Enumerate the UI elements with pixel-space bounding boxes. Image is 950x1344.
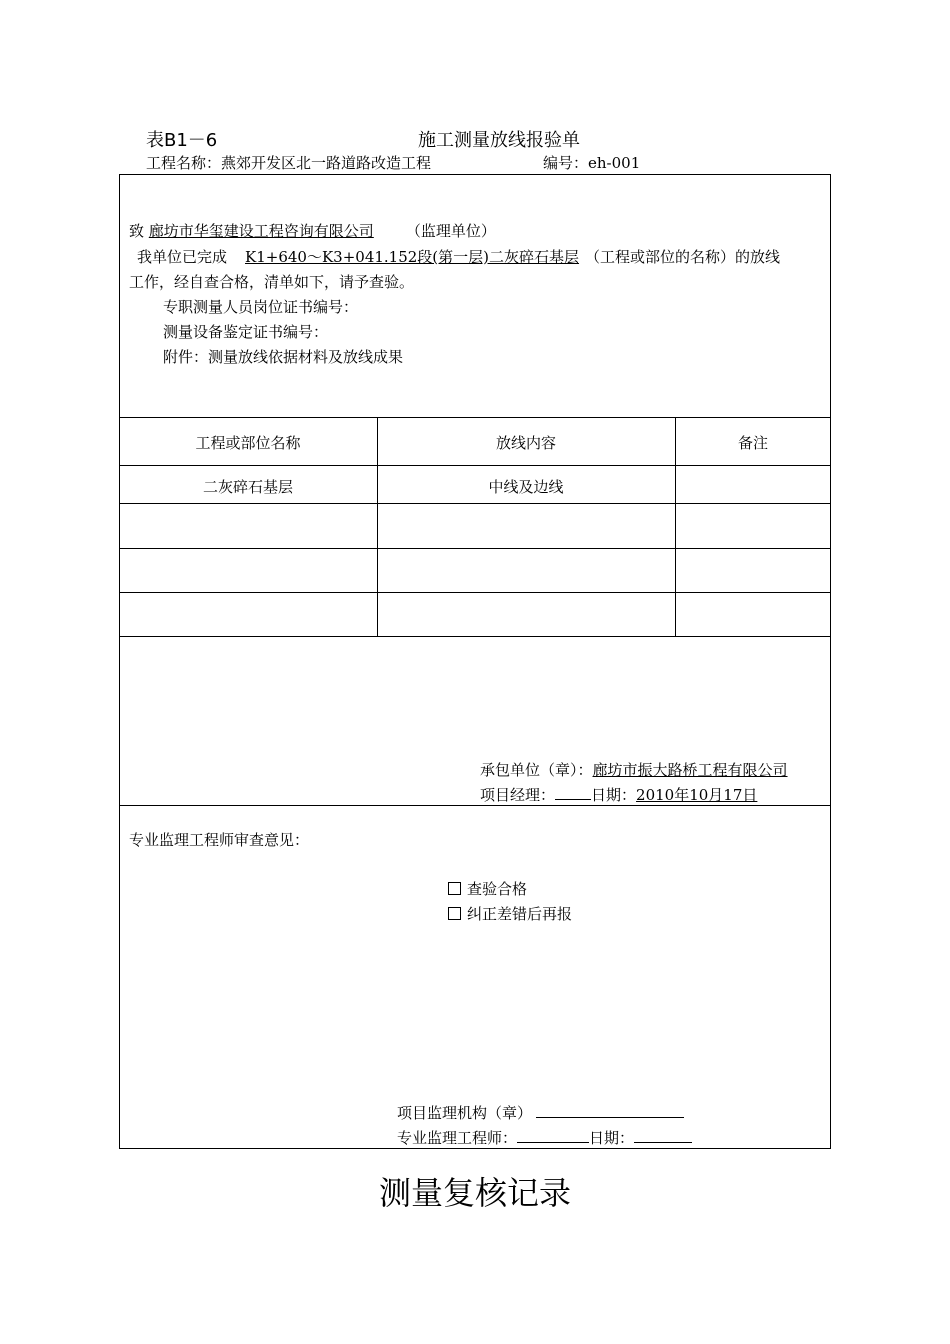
letter-work-line <box>137 246 780 267</box>
supervisor-suffix: （监理单位） <box>405 222 496 240</box>
review-opinion-label: 专业监理工程师审查意见： <box>129 831 310 849</box>
table-header-border <box>119 465 831 466</box>
table-row-border <box>119 548 831 549</box>
table-bottom-border <box>119 636 831 637</box>
section-divider <box>119 805 831 806</box>
letter-to-line <box>129 220 496 241</box>
form-title: 施工测量放线报验单 <box>418 130 580 151</box>
table-cell: 中线及边线 <box>488 478 564 496</box>
option-correct[interactable] <box>448 903 572 924</box>
letter-line3: 工作，经自查合格，清单如下，请予查验。 <box>129 273 415 291</box>
agency-line <box>397 1102 684 1123</box>
agency-label: 项目监理机构（章） <box>397 1104 533 1122</box>
contractor-unit-name: 廊坊市振大路桥工程有限公司 <box>592 761 788 779</box>
equipment-cert-line: 测量设备鉴定证书编号： <box>163 323 329 341</box>
attachment-line: 附件：测量放线依据材料及放线成果 <box>163 348 404 366</box>
review-date-blank[interactable] <box>634 1128 692 1143</box>
option-pass[interactable] <box>448 878 527 899</box>
option-pass-label: 查验合格 <box>467 880 528 898</box>
manager-date-line <box>480 784 801 805</box>
table-header-remarks: 备注 <box>737 434 768 452</box>
agency-seal-blank[interactable] <box>536 1103 684 1118</box>
completed-prefix: 我单位已完成 <box>137 248 228 266</box>
engineer-date-line <box>397 1127 692 1148</box>
work-section: K1+640～K3+041.152段(第一层)二灰碎石基层 <box>245 248 580 266</box>
checkbox-icon[interactable] <box>448 882 461 895</box>
contractor-unit-line <box>480 759 788 780</box>
cert-number-line: 专职测量人员岗位证书编号： <box>163 298 359 316</box>
table-top-border <box>119 417 831 418</box>
engineer-signature-blank[interactable] <box>517 1128 589 1143</box>
project-label: 工程名称： <box>146 154 222 172</box>
project-name-line <box>146 152 431 173</box>
manager-label: 项目经理： <box>480 786 556 804</box>
to-prefix: 致 <box>129 222 145 240</box>
form-number <box>543 152 640 173</box>
table-cell: 二灰碎石基层 <box>202 478 293 496</box>
form-code: 表B1－6 <box>146 130 218 151</box>
contractor-date: 2010年10月17日 <box>636 786 758 804</box>
table-header-content: 放线内容 <box>495 434 556 452</box>
work-suffix: （工程或部位的名称）的放线 <box>585 248 781 266</box>
table-row-border <box>119 503 831 504</box>
option-correct-label: 纠正差错后再报 <box>467 905 573 923</box>
manager-signature-blank[interactable] <box>555 785 591 800</box>
number-label: 编号： <box>543 154 589 172</box>
contractor-date-label: 日期： <box>591 786 637 804</box>
engineer-label: 专业监理工程师： <box>397 1129 518 1147</box>
supervisor-unit: 廊坊市华玺建设工程咨询有限公司 <box>148 222 374 240</box>
contractor-unit-label: 承包单位（章）： <box>480 761 593 779</box>
number-value: eh-001 <box>588 154 641 172</box>
next-section-title: 测量复核记录 <box>378 1174 571 1212</box>
table-row-border <box>119 592 831 593</box>
checkbox-icon[interactable] <box>448 907 461 920</box>
table-header-location: 工程或部位名称 <box>195 434 301 452</box>
review-date-label: 日期： <box>589 1129 635 1147</box>
project-name: 燕郊开发区北一路道路改造工程 <box>221 154 432 172</box>
